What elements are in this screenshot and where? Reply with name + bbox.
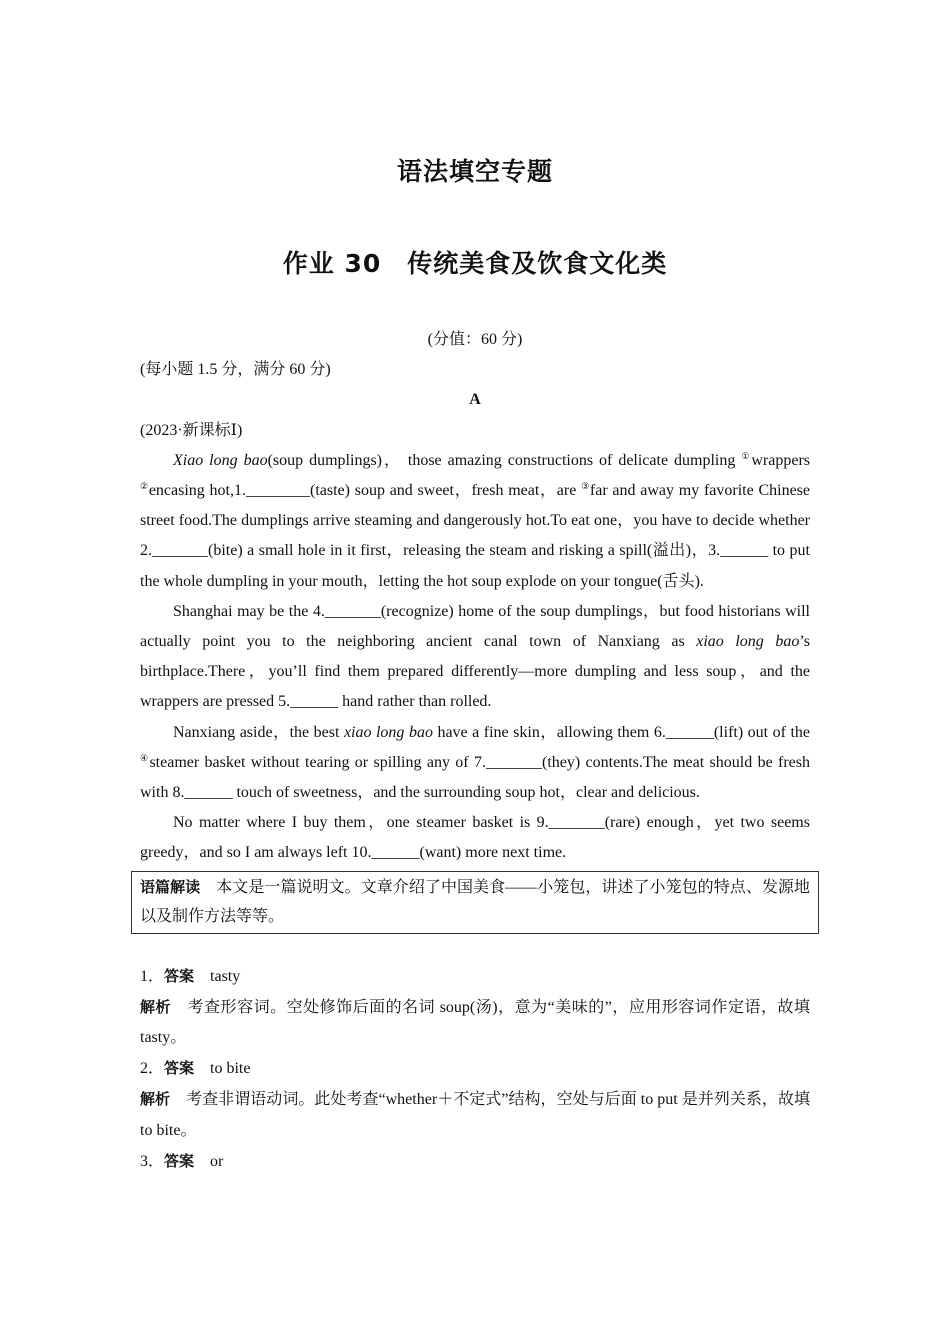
- note-marker: ③: [581, 481, 590, 492]
- blank-8: ______: [184, 784, 233, 802]
- passage-paragraph-3: [140, 718, 810, 809]
- note-marker: ②: [140, 481, 149, 492]
- explanation-label: 解析: [140, 1090, 171, 1109]
- explanation-text: 考查形容词。空处修饰后面的名词 soup(汤)，意为“美味的”，应用形容词作定语，故填 tasty。: [140, 998, 810, 1047]
- note-marker: ④: [140, 752, 150, 763]
- scoring-rule: (每小题 1.5 分，满分 60 分): [140, 361, 331, 379]
- answer-2: [140, 1053, 810, 1084]
- analysis-text: 本文是一篇说明文。文章介绍了中国美食——小笼包，讲述了小笼包的特点、发源地以及制作方法等等。: [140, 878, 810, 925]
- explanation-text: 考查非谓语动词。此处考查“whether＋不定式”结构，空处与后面 to put 是并列关系，故填 to bite。: [140, 1091, 810, 1139]
- source-label: (2023·新课标Ⅰ): [140, 421, 243, 439]
- passage-text: encasing hot,1.: [148, 482, 246, 500]
- note-marker: ①: [741, 450, 752, 461]
- passage-analysis-box: [131, 871, 819, 934]
- passage-text: wrappers: [751, 451, 810, 469]
- blank-3: ______: [720, 542, 769, 560]
- blank-1: ________: [246, 482, 310, 500]
- blank-6: ______: [665, 723, 714, 741]
- passage-text: Nanxiang aside，the best: [173, 723, 344, 741]
- term-italic: xiao long bao: [696, 633, 800, 651]
- answer-number: 2．: [140, 1060, 165, 1078]
- score-info: (分值：60 分): [427, 331, 523, 348]
- explanation-1: [140, 992, 810, 1053]
- analysis-label: 语篇解读: [140, 877, 201, 896]
- passage-text: Shanghai may be the 4.: [173, 602, 325, 620]
- blank-4: _______: [324, 602, 381, 620]
- passage-text: (rare) enough，yet two seems greedy，and so I am always left 10.: [140, 814, 810, 862]
- answer-value: or: [194, 1152, 224, 1170]
- passage-paragraph-2: [140, 597, 810, 718]
- passage-text: steamer basket without tearing or spilling any of 7.: [149, 753, 486, 771]
- term-italic: xiao long bao: [343, 723, 433, 741]
- blank-7: _______: [485, 753, 542, 771]
- passage-text: (bite) a small hole in it first，releasing the steam and risking a spill(溢出)，3.: [208, 542, 721, 560]
- passage-text: (want) more next time.: [419, 844, 567, 862]
- passage-text: far and away my favorite Chinese street food.The dumplings arrive steaming and dangerously hot.To eat one，you have to decide whether 2.: [140, 482, 811, 560]
- term-italic: Xiao long bao: [173, 451, 268, 469]
- page-title: 语法填空专题: [396, 157, 553, 186]
- answers-section: [140, 961, 810, 1177]
- passage-text: (recognize) home of the soup dumplings，but food historians will actually point you to the neighboring ancient canal town of Nanxiang as: [140, 602, 810, 651]
- passage-paragraph-1: [140, 446, 810, 597]
- section-label: A: [469, 391, 481, 409]
- answer-number: 3．: [140, 1152, 165, 1170]
- passage-text: to put the whole dumpling in your mouth，letting the hot soup explode on your tongue(舌头).: [140, 542, 811, 590]
- passage-paragraph-4: [140, 808, 810, 868]
- blank-5: ______: [290, 693, 339, 711]
- passage-text: (they) contents.The meat should be fresh with 8.: [140, 753, 811, 802]
- passage-text: have a fine skin，allowing them 6.: [432, 723, 666, 741]
- passage-text: (soup dumplings)， those amazing constructions of delicate dumpling: [267, 451, 742, 469]
- blank-10: ______: [371, 844, 420, 862]
- explanation-label: 解析: [140, 997, 172, 1016]
- answer-label: 答案: [164, 966, 195, 985]
- answer-value: tasty: [194, 967, 241, 985]
- blank-9: _______: [548, 814, 605, 832]
- passage-text: ’s birthplace.There，you’ll find them prepared differently—more dumpling and less soup，and the wrappers are pressed 5.: [140, 633, 811, 711]
- answer-label: 答案: [164, 1151, 195, 1170]
- passage-text: (lift) out of the: [713, 723, 811, 741]
- passage-text: No matter where I buy them，one steamer basket is 9.: [173, 814, 549, 832]
- passage-text: hand rather than rolled.: [338, 693, 492, 711]
- answer-value: to bite: [194, 1060, 251, 1078]
- answer-3: [140, 1146, 810, 1177]
- assignment-title: 作业 30 传统美食及饮食文化类: [282, 249, 668, 278]
- document-body: [140, 325, 810, 1177]
- blank-2: _______: [152, 542, 208, 560]
- answer-number: 1．: [140, 967, 165, 985]
- answer-label: 答案: [164, 1059, 195, 1078]
- passage-text: (taste) soup and sweet，fresh meat，are: [310, 482, 582, 500]
- explanation-2: [140, 1084, 810, 1145]
- answer-1: [140, 961, 810, 992]
- passage-text: touch of sweetness，and the surrounding soup hot，clear and delicious.: [232, 784, 700, 802]
